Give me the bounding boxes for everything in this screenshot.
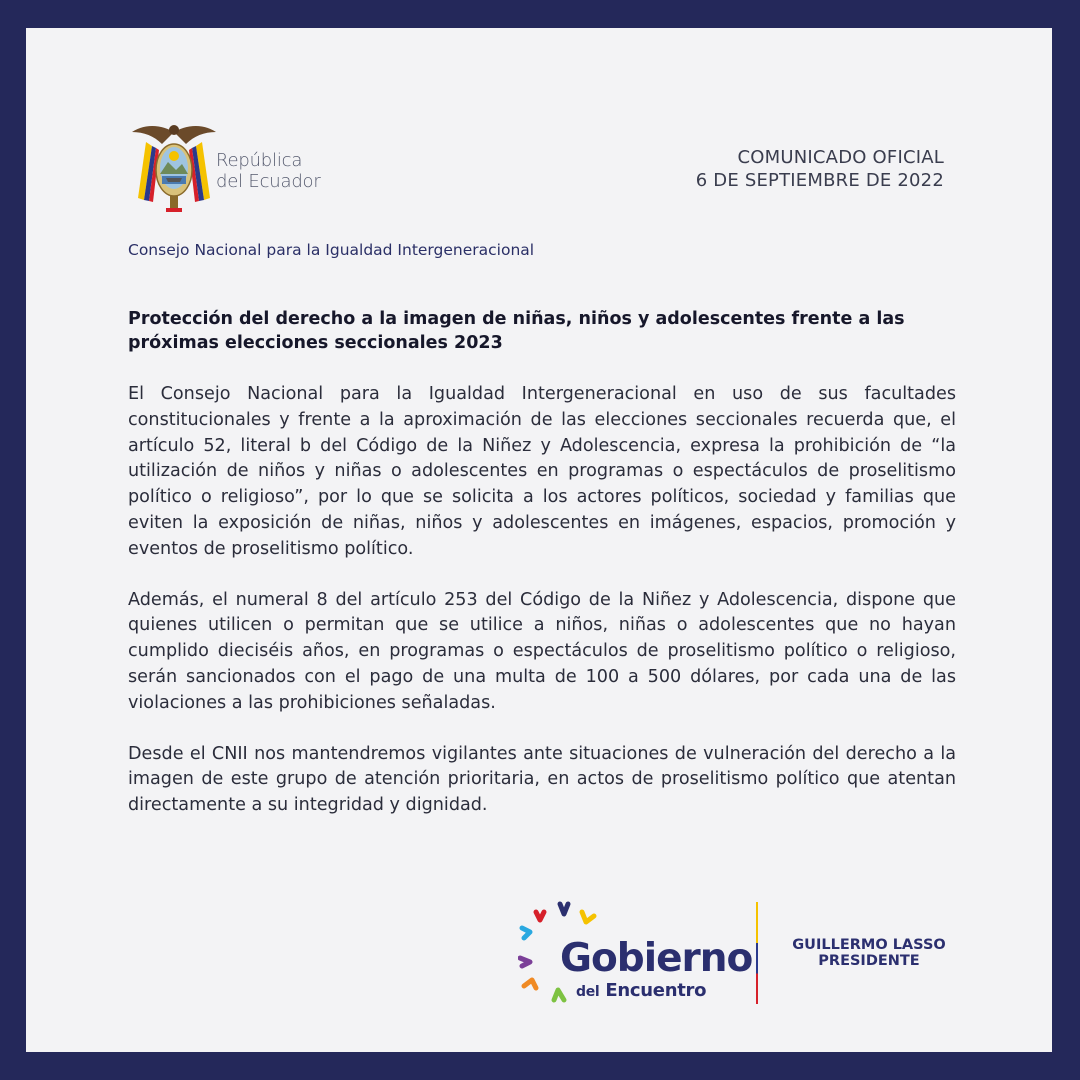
government-logo xyxy=(518,900,758,1012)
paragraph-2: Además, el numeral 8 del artículo 253 del Código de la Niñez y Adolescencia, dispone que quienes utilicen o permitan que se utilice a niños, niñas o adolescentes que no hayan cumplido dieciséis años, en programas o espectáculos de proselitismo político o religioso, serán sancionados con el pago de una multa de 100 a 500 dólares, por cada una de las violaciones a las prohibiciones señaladas. xyxy=(128,589,956,713)
government-logo-subtitle-main: Encuentro xyxy=(605,980,707,1001)
document-body xyxy=(128,382,956,844)
paragraph-1: El Consejo Nacional para la Igualdad Intergeneracional en uso de sus facultades constitucionales y frente a la aproximación de las elecciones seccionales recuerda que, el artículo 52, literal b del Código de la Niñez y Adolescencia, expresa la prohibición de “la utilización de niños y niñas o adolescentes en programas o espectáculos de proselitismo político o religioso”, por lo que se solicita a los actores políticos, sociedad y familias que eviten la exposición de niñas, niños y adolescentes en imágenes, espacios, promoción y eventos de proselitismo político. xyxy=(128,384,956,559)
communique-label: COMUNICADO OFICIAL xyxy=(737,147,944,168)
paragraph-3: Desde el CNII nos mantendremos vigilantes ante situaciones de vulneración del derecho a la imagen de este grupo de atención prioritaria, en actos de proselitismo político que atentan directamente a su integridad y dignidad. xyxy=(128,743,956,816)
communique-date: 6 DE SEPTIEMBRE DE 2022 xyxy=(695,170,944,191)
flag-divider xyxy=(756,902,758,1004)
institution-name: Consejo Nacional para la Igualdad Intergeneracional xyxy=(128,241,535,259)
republic-line2: del Ecuador xyxy=(216,171,321,192)
communique-block xyxy=(696,146,944,192)
republic-name xyxy=(216,150,321,192)
coat-of-arms-icon xyxy=(130,118,218,214)
president-role: PRESIDENTE xyxy=(818,953,920,969)
government-logo-subtitle xyxy=(576,980,706,1001)
document-sheet xyxy=(26,28,1052,1052)
government-logo-subtitle-small: del xyxy=(576,984,600,1000)
government-logo-title: Gobierno xyxy=(560,936,753,981)
president-name: GUILLERMO LASSO xyxy=(792,937,946,953)
republic-line1: República xyxy=(216,150,303,171)
document-title: Protección del derecho a la imagen de niñas, niños y adolescentes frente a las próximas elecciones seccionales 2023 xyxy=(128,309,905,353)
president-block xyxy=(774,937,964,969)
